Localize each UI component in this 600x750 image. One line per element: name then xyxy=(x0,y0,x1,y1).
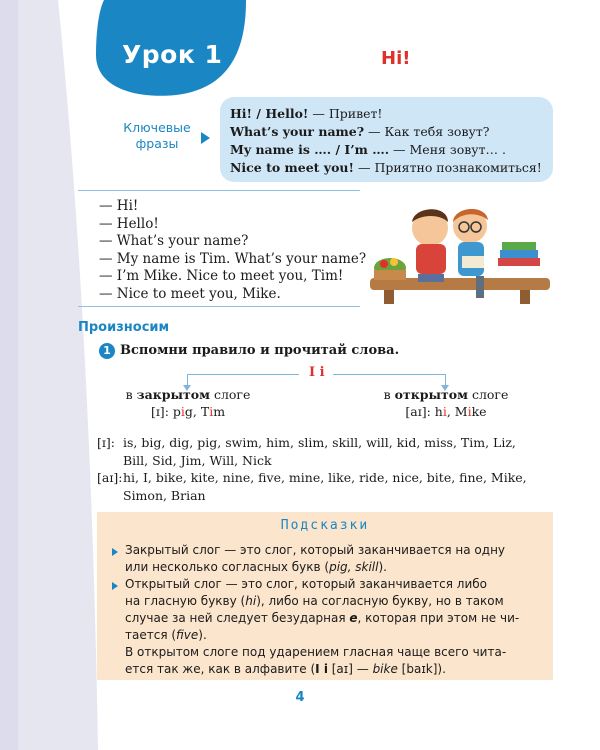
section-title: Произносим xyxy=(78,320,170,335)
bullet-icon xyxy=(112,582,118,590)
dialog-line: — Hello! xyxy=(99,215,159,232)
tip-open: Открытый слог — это слог, который заканчивается либо на гласную букву (hi), либо на согласную букву, но в таком случае за ней следует безударная e, которая при этом не чи- тается (five). xyxy=(125,577,520,642)
phrase-line: My name is …. / I’m …. — Меня зовут… . xyxy=(230,142,506,157)
diagram-line-right xyxy=(333,374,445,375)
word-lists xyxy=(97,434,557,504)
bullet-icon xyxy=(112,548,118,556)
divider xyxy=(78,190,360,191)
tips-box xyxy=(97,512,553,680)
tips-title: Подсказки xyxy=(280,518,370,533)
open-syllable: в открытом слоге [aɪ]: hi, Mike xyxy=(383,387,509,419)
phrase-line: Hi! / Hello! — Привет! xyxy=(230,106,383,121)
closed-syllable: в закрытом слоге [ɪ]: pig, Tim xyxy=(125,387,251,419)
page-number: 4 xyxy=(295,690,305,705)
exercise-number-badge: 1 xyxy=(99,343,115,359)
tip-closed: Закрытый слог — это слог, который заканчивается на одну или несколько согласных букв (pig, skill). xyxy=(125,543,506,574)
phrase-line: Nice to meet you! — Приятно познакомиться! xyxy=(230,160,542,175)
letter-i: I i xyxy=(309,365,325,380)
diagram-line-left xyxy=(187,374,299,375)
dialog-line: — My name is Tim. What’s your name? xyxy=(99,250,367,267)
short-i-words: [ɪ]: is, big, dig, pig, swim, him, slim, skill, will, kid, miss, Tim, Liz, Bill, Sid, Jim, Will, Nick xyxy=(97,435,516,468)
dialog-line: — I’m Mike. Nice to meet you, Tim! xyxy=(99,268,344,284)
divider xyxy=(78,306,360,307)
lesson-title: Урок 1 xyxy=(122,40,223,69)
key-phrases-arrow-icon xyxy=(201,132,210,144)
lesson-heading: Hi! xyxy=(381,48,411,69)
exercise-instruction: Вспомни правило и прочитай слова. xyxy=(120,343,400,358)
dialog-line: — What’s your name? xyxy=(99,233,249,249)
key-phrases-box xyxy=(220,97,553,182)
dialog-line: — Nice to meet you, Mike. xyxy=(99,285,281,302)
key-phrases-label: Ключевые фразы xyxy=(123,120,191,151)
phrase-line: What’s your name? — Как тебя зовут? xyxy=(230,124,490,139)
page-margin-curve xyxy=(18,0,98,750)
boys-illustration xyxy=(370,198,550,306)
page-margin-band xyxy=(0,0,18,750)
dialog-line: — Hi! xyxy=(99,198,139,214)
long-i-words: [aɪ]: hi, I, bike, kite, nine, five, mine, like, ride, nice, bite, fine, Mike, Simon, Brian xyxy=(97,470,527,503)
dialog xyxy=(99,198,366,303)
tip-stressed: В открытом слоге под ударением гласная чаще всего чита- ется так же, как в алфавите (I i [aɪ] — bike [baɪk]). xyxy=(125,645,507,676)
